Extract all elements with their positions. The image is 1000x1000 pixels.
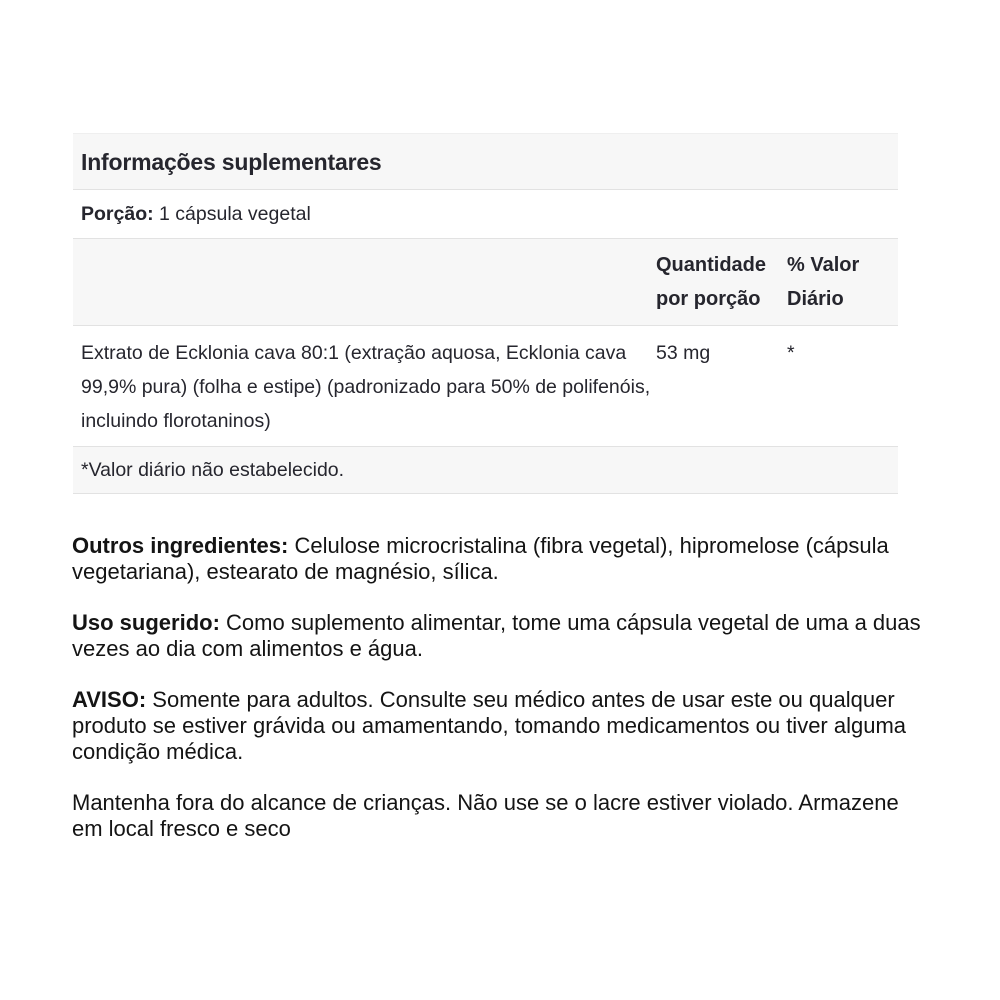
suggested-use-text: Como suplemento alimentar, tome uma cápsula vegetal de uma a duas vezes ao dia com alimentos e água. xyxy=(72,610,921,661)
label-body-text xyxy=(72,533,930,867)
other-ingredients-paragraph xyxy=(72,533,930,585)
column-header-amount-line2: por porção xyxy=(656,288,761,310)
table-title-row xyxy=(73,133,898,190)
footnote-text: *Valor diário não estabelecido. xyxy=(81,459,345,481)
serving-row xyxy=(73,190,898,239)
other-ingredients-label: Outros ingredientes: xyxy=(72,533,289,558)
column-header-spacer xyxy=(81,248,656,316)
column-header-dv xyxy=(787,248,892,316)
column-header-dv-line2: Diário xyxy=(787,288,844,310)
other-ingredients-text: Celulose microcristalina (fibra vegetal), hipromelose (cápsula vegetariana), estearato de magnésio, sílica. xyxy=(72,533,889,584)
storage-text: Mantenha fora do alcance de crianças. Não use se o lacre estiver violado. Armazene em local fresco e seco xyxy=(72,790,899,841)
suggested-use-label: Uso sugerido: xyxy=(72,610,220,635)
warning-label: AVISO: xyxy=(72,687,147,712)
footnote-row xyxy=(73,447,898,494)
storage-paragraph xyxy=(72,790,930,842)
column-header-amount xyxy=(656,248,787,316)
supplement-facts-table xyxy=(73,133,898,494)
table-row xyxy=(73,326,898,447)
serving-value: 1 cápsula vegetal xyxy=(159,203,311,225)
suggested-use-paragraph xyxy=(72,610,930,662)
table-title: Informações suplementares xyxy=(81,149,382,175)
column-header-row xyxy=(73,239,898,326)
warning-paragraph xyxy=(72,687,930,765)
serving-label: Porção: xyxy=(81,203,154,225)
warning-text: Somente para adultos. Consulte seu médico antes de usar este ou qualquer produto se estiver grávida ou amamentando, tomando medicamentos ou tiver alguma condição médica. xyxy=(72,687,907,764)
ingredient-amount: 53 mg xyxy=(656,342,711,364)
ingredient-daily-value: * xyxy=(787,342,795,364)
column-header-amount-line1: Quantidade xyxy=(656,254,767,276)
ingredient-name: Extrato de Ecklonia cava 80:1 (extração aquosa, Ecklonia cava 99,9% pura) (folha e estipe) (padronizado para 50% de polifenóis, incluindo florotaninos) xyxy=(81,342,651,432)
column-header-dv-line1: % Valor xyxy=(787,254,860,276)
